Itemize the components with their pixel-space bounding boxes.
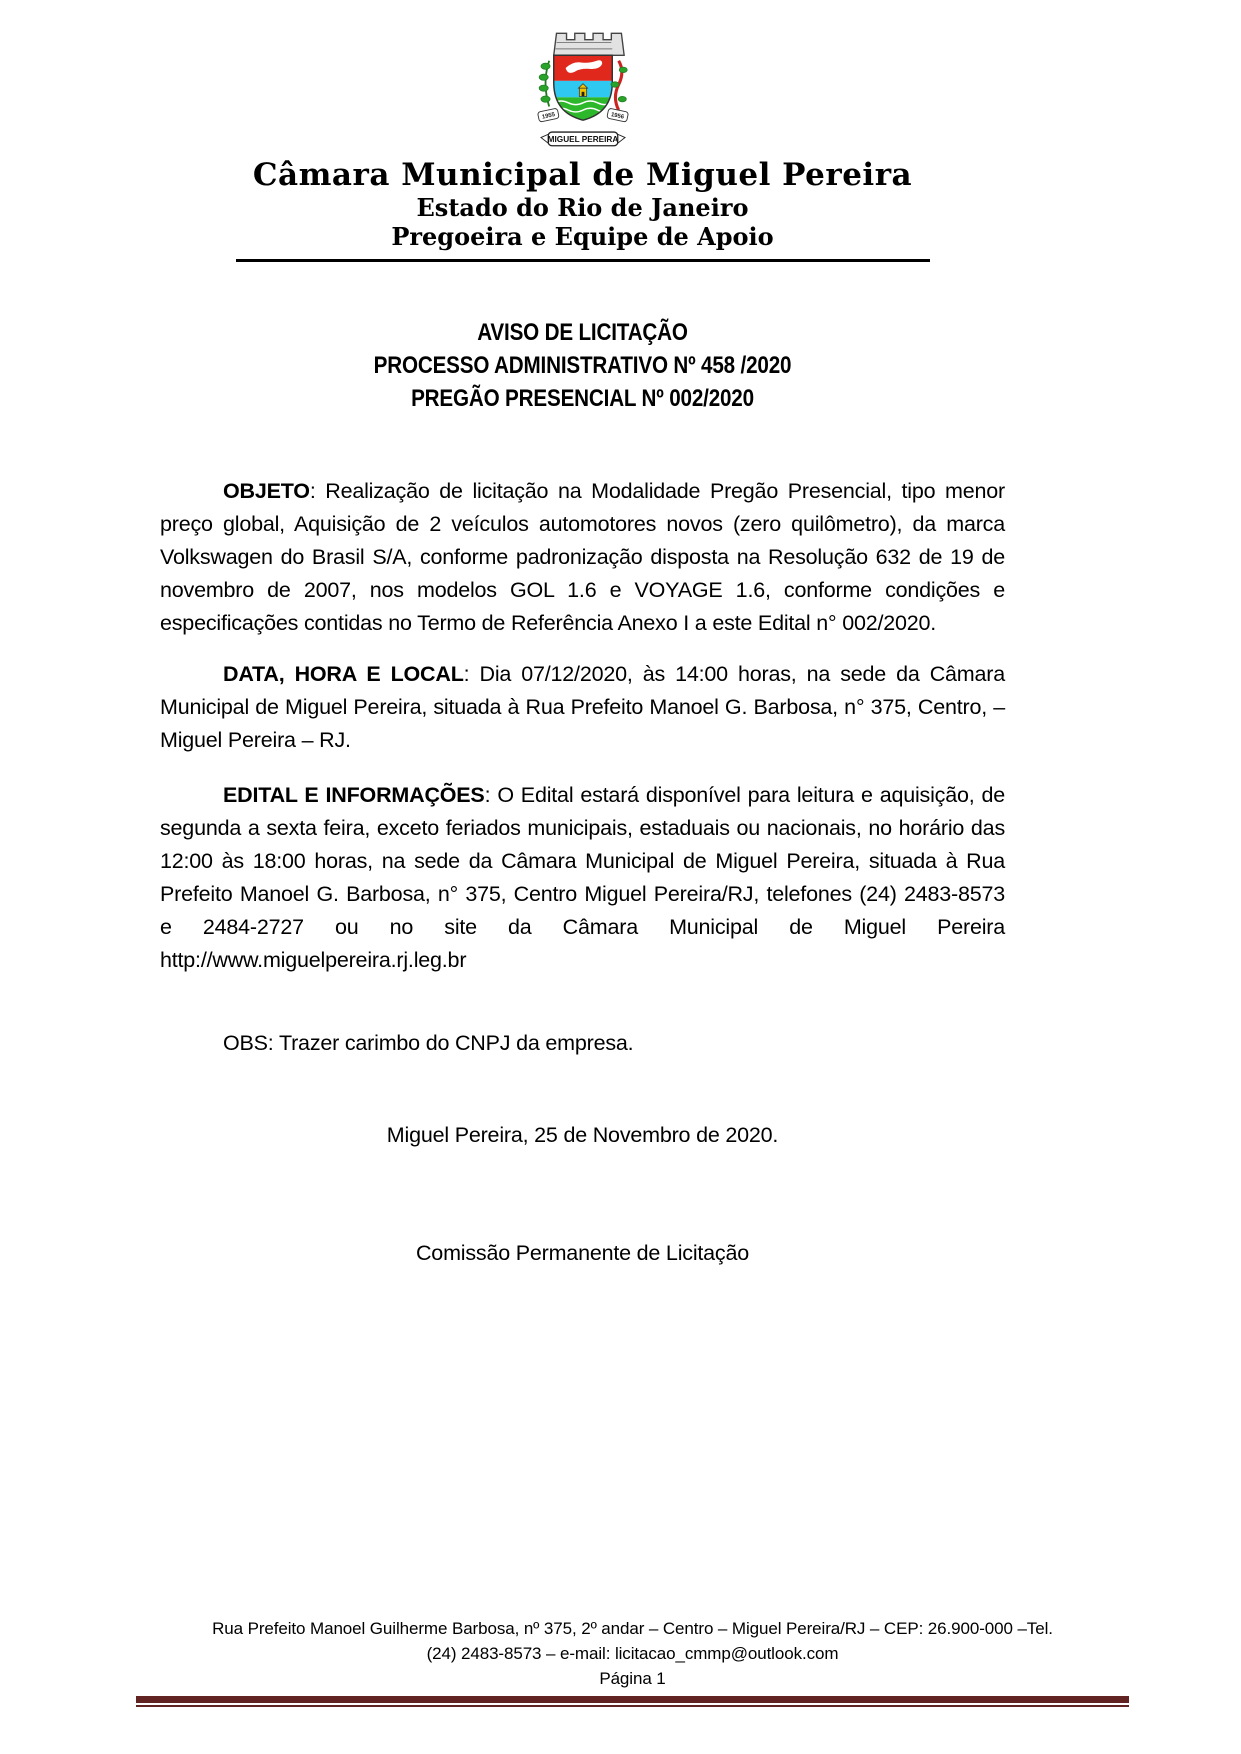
- ribbon-label: MIGUEL PEREIRA: [547, 135, 618, 145]
- signature-line: Comissão Permanente de Licitação: [415, 1241, 749, 1265]
- objeto-label: OBJETO: [223, 479, 310, 503]
- year-right-label: 1956: [609, 112, 624, 121]
- document-content: [160, 0, 1005, 1270]
- org-department: Pregoeira e Equipe de Apoio: [391, 222, 774, 251]
- year-left-label: 1955: [541, 112, 556, 121]
- paragraph-data-hora-local: [160, 658, 1005, 757]
- notice-title-block: [160, 316, 1005, 415]
- letterhead: [160, 0, 1005, 262]
- page-footer: [136, 1616, 1129, 1707]
- edital-text: : O Edital estará disponível para leitura e aquisição, de segunda a sexta feira, exceto feriados municipais, estaduais ou nacionais, no horário das 12:00 às 18:00 horas, na sede da Câmara Municipal de Miguel Pereira, situada à Rua Prefeito Manoel G. Barbosa, n° 375, Centro Miguel Pereira/RJ, telefones (24) 2483-8573 e 2484-2727 ou no site da Câmara Municipal de Miguel Pereira http://www.miguelpereira.rj.leg.br: [160, 783, 1005, 972]
- dateline: Miguel Pereira, 25 de Novembro de 2020.: [386, 1123, 779, 1147]
- notice-process-number: PROCESSO ADMINISTRATIVO Nº 458 /2020: [373, 352, 792, 379]
- name-ribbon: [540, 132, 624, 146]
- objeto-text: : Realização de licitação na Modalidade Pregão Presencial, tipo menor preço global, Aquisição de 2 veículos automotores novos (zero quilômetro), da marca Volkswagen do Brasil S/A, conforme padronização disposta na Resolução 632 de 19 de novembro de 2007, nos modelos GOL 1.6 e VOYAGE 1.6, conforme condições e especificações contidas no Termo de Referência Anexo I a este Edital n° 002/2020.: [160, 479, 1005, 635]
- paragraph-objeto: [160, 475, 1005, 640]
- year-scroll-left: [537, 108, 559, 122]
- header-divider: [236, 259, 930, 262]
- paragraph-edital-informacoes: [160, 779, 1005, 977]
- paragraph-obs: OBS: Trazer carimbo do CNPJ da empresa.: [223, 1031, 634, 1055]
- left-branch-icon: [539, 61, 550, 107]
- right-staff-icon: [610, 61, 626, 110]
- org-state: Estado do Rio de Janeiro: [416, 193, 749, 222]
- footer-contact: (24) 2483-8573 – e-mail: licitacao_cmmp@outlook.com: [426, 1644, 839, 1663]
- mural-crown-icon: [553, 33, 623, 55]
- footer-divider-bar: [136, 1696, 1129, 1707]
- footer-address: Rua Prefeito Manoel Guilherme Barbosa, nº 375, 2º andar – Centro – Miguel Pereira/RJ – CEP: 26.900-000 –Tel.: [212, 1619, 1053, 1638]
- org-name: Câmara Municipal de Miguel Pereira: [252, 157, 913, 193]
- notice-auction-number: PREGÃO PRESENCIAL Nº 002/2020: [411, 385, 754, 412]
- edital-label: EDITAL E INFORMAÇÕES: [223, 783, 485, 807]
- document-body: [160, 475, 1005, 1270]
- footer-page-number: Página 1: [599, 1669, 666, 1688]
- year-scroll-right: [606, 108, 628, 122]
- data-hora-local-label: DATA, HORA E LOCAL: [223, 662, 464, 686]
- notice-title: AVISO DE LICITAÇÃO: [477, 319, 688, 346]
- data-hora-local-text: : Dia 07/12/2020, às 14:00 horas, na sede da Câmara Municipal de Miguel Pereira, situada à Rua Prefeito Manoel G. Barbosa, n° 375, Centro, – Miguel Pereira – RJ.: [160, 662, 1005, 752]
- coat-of-arms-icon: [521, 26, 645, 154]
